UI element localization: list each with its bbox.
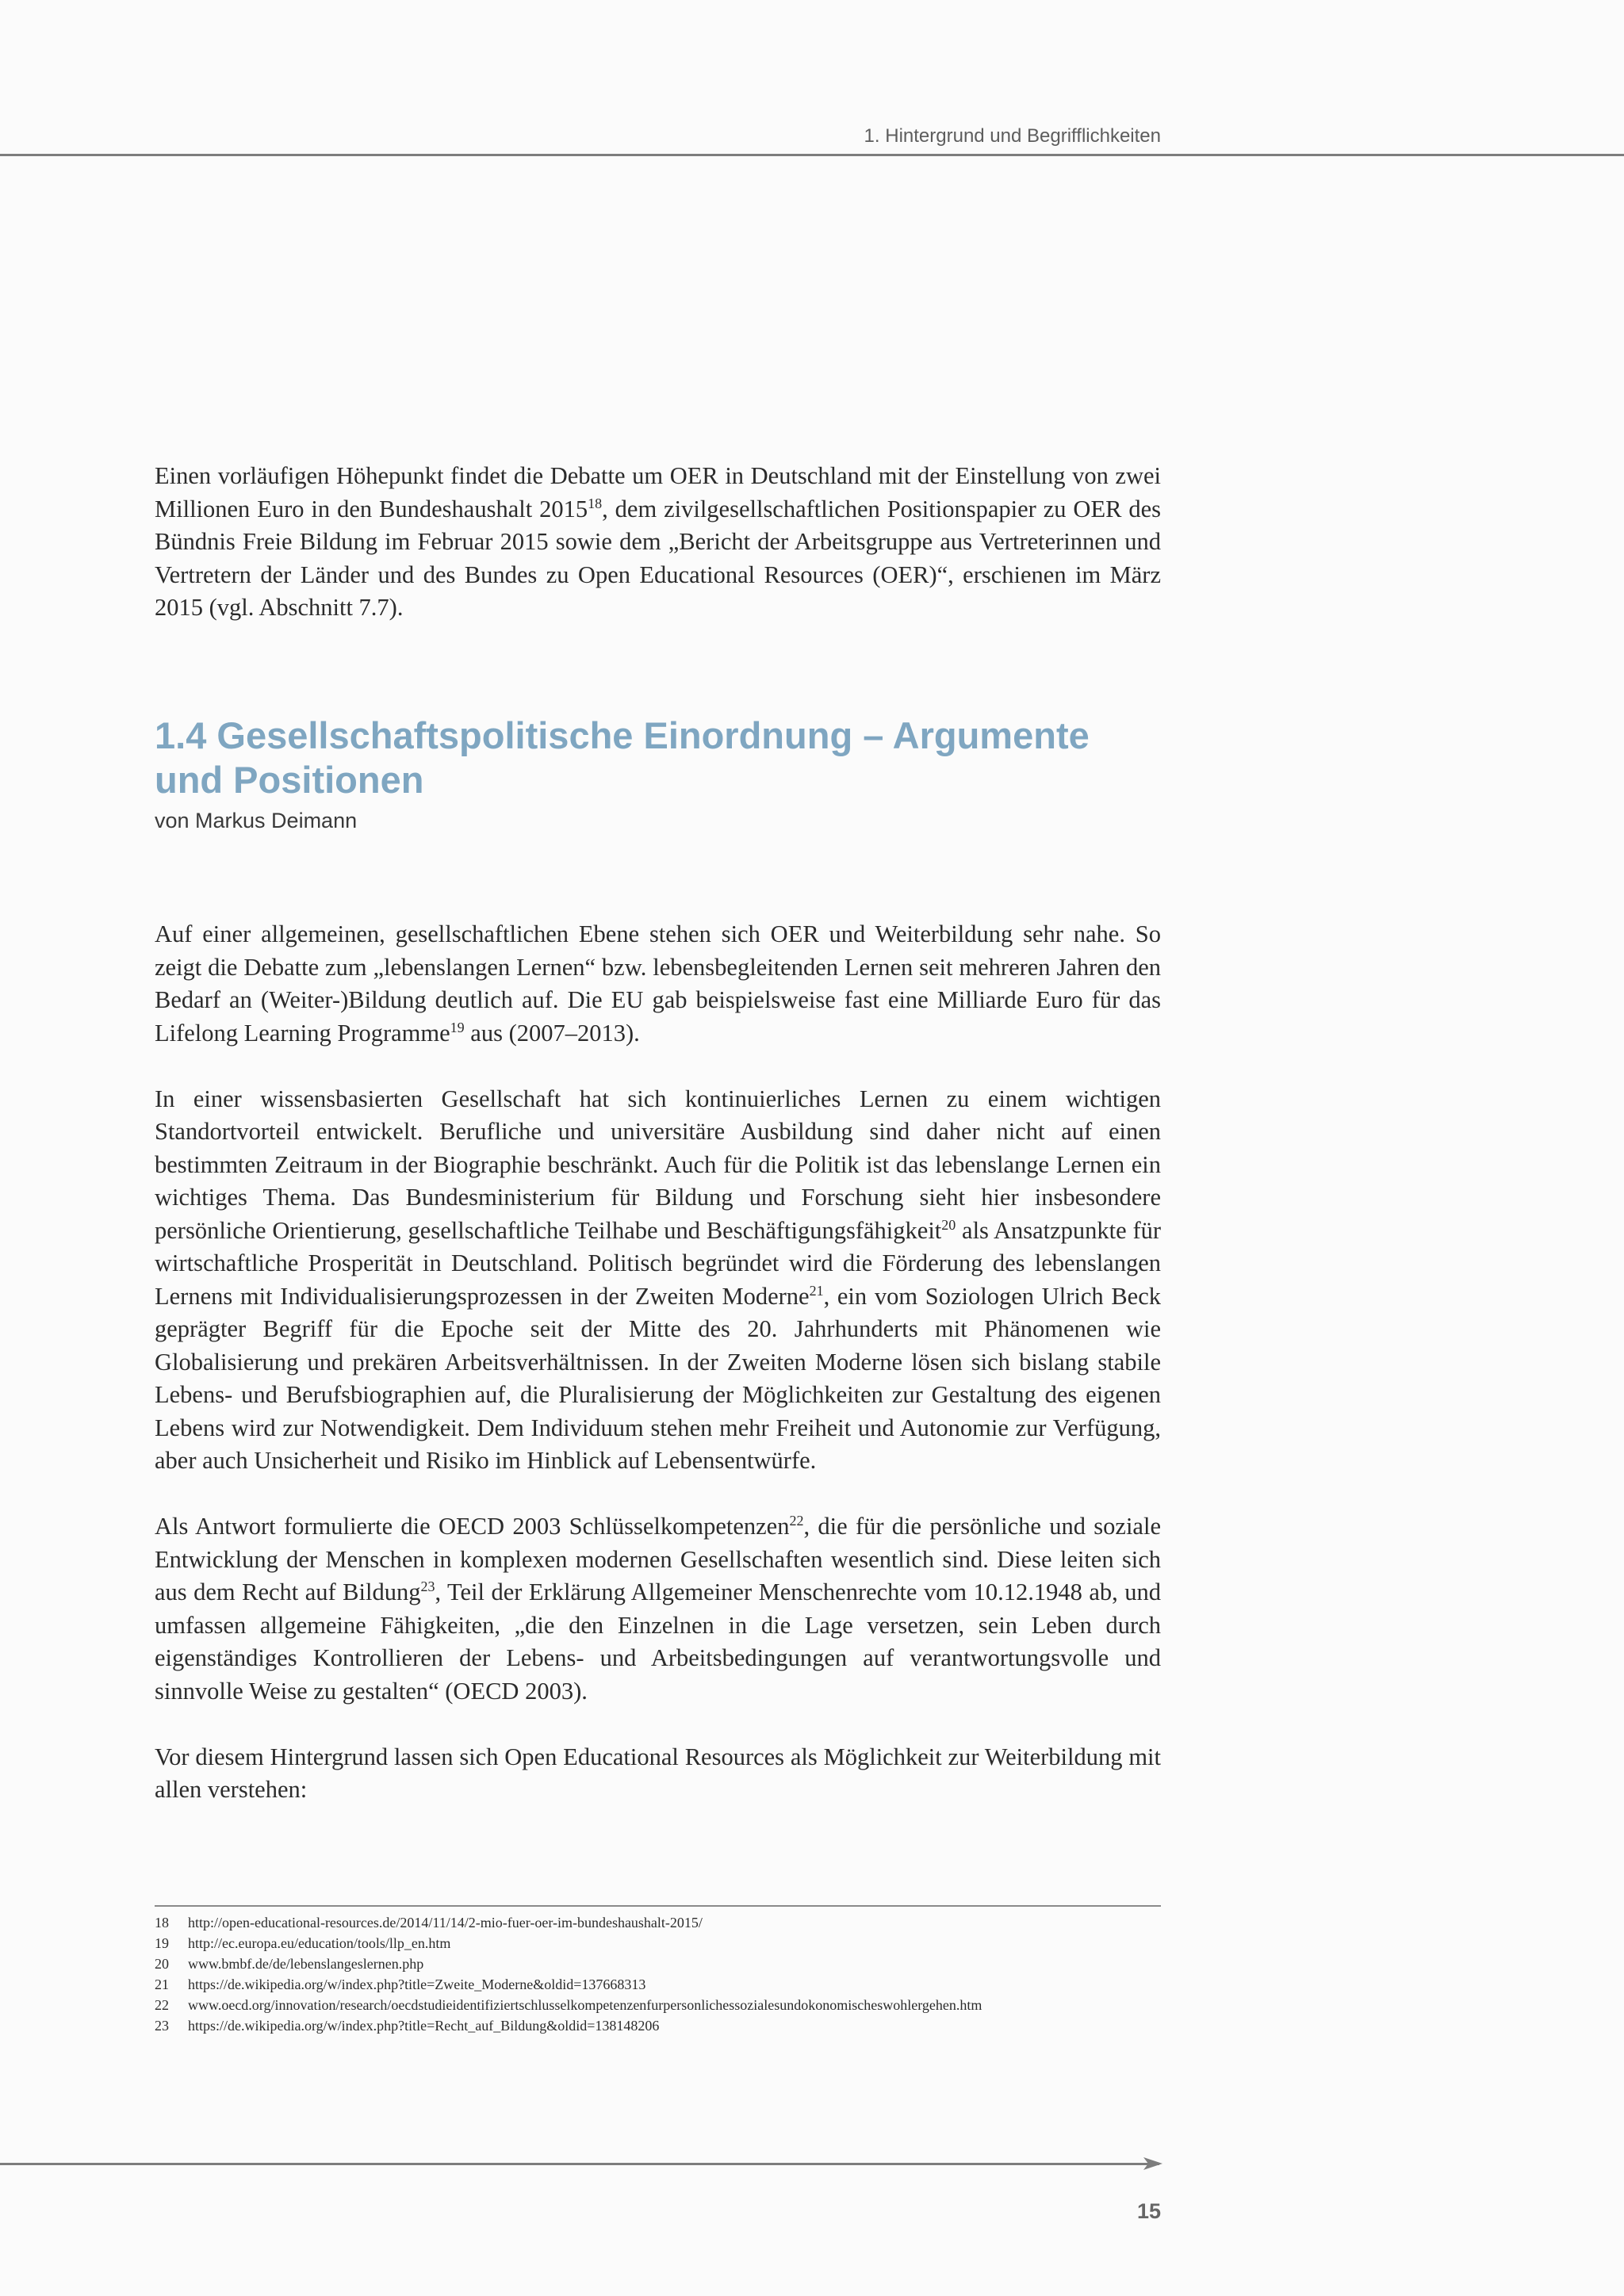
footnote-link[interactable]: www.bmbf.de/de/lebenslangeslernen.php bbox=[188, 1956, 424, 1972]
intro-paragraph bbox=[155, 460, 1161, 625]
footnote-number: 18 bbox=[155, 1915, 169, 1931]
footnote-ref[interactable]: 23 bbox=[420, 1578, 435, 1594]
footnote-number: 19 bbox=[155, 1935, 169, 1951]
author-byline: von Markus Deimann bbox=[155, 809, 358, 832]
footnotes bbox=[155, 1912, 1161, 2036]
text-span: Einen vorläufigen Höhepunkt findet die Debatte um OER in Deutschland mit der Einstellung von zwei Millionen Euro in den Bundeshaushalt 2015 bbox=[155, 462, 1161, 522]
footnote-item bbox=[155, 1974, 1161, 1995]
intro-paragraph-block bbox=[155, 460, 1161, 625]
text-span: , ein vom Soziologen Ulrich Beck geprägter Begriff für die Epoche seit der Mitte des 20. Jahrhunderts mit Phänomenen wie Globalisierung und prekären Arbeitsverhältnissen. In der Zweiten Moderne lösen sich bislang stabile Lebens- und Berufsbiographien auf, die Pluralisierung der Möglichkeiten zur Gestaltung des eigenen Lebens wird zur Notwendigkeit. Dem Individuum stehen mehr Freiheit und Autonomie zur Verfügung, aber auch Unsicherheit und Risiko im Hinblick auf Lebensentwürfe. bbox=[155, 1282, 1161, 1474]
text-span: aus (2007–2013). bbox=[464, 1019, 640, 1047]
page-number: 15 bbox=[1136, 2199, 1161, 2223]
text-span: Auf einer allgemeinen, gesellschaftlichen Ebene stehen sich OER und Weiterbildung sehr nahe. So zeigt die Debatte zum „lebenslangen Lernen“ bzw. lebensbegleitenden Lernen seit mehreren Jahren den Bedarf an (Weiter-)Bildung deutlich auf. Die EU gab beispielsweise fast eine Milliarde Euro für das Lifelong Learning Programme bbox=[155, 920, 1161, 1047]
footnote-ref[interactable]: 20 bbox=[941, 1216, 956, 1233]
footer-divider bbox=[0, 2163, 1159, 2165]
text-span: Als Antwort formulierte die OECD 2003 Schlüsselkompetenzen bbox=[155, 1513, 790, 1540]
paragraph-2 bbox=[155, 1083, 1161, 1478]
footnote-link[interactable]: www.oecd.org/innovation/research/oecdstudieidentifiziertschlusselkompetenzenfurpersonlichessozialesundokonomischeswohlergehen.htm bbox=[188, 1997, 982, 2013]
text-span: , dem zivilgesellschaftlichen Positionspapier zu OER des Bündnis Freie Bildung im Februar 2015 sowie dem „Bericht der Arbeitsgruppe aus Vertreterinnen und Vertretern der Länder und des Bundes zu Open Educational Resources (OER)“, erschienen im März 2015 (vgl. Abschnitt 7.7). bbox=[155, 495, 1161, 621]
footnote-link[interactable]: http://ec.europa.eu/education/tools/llp_en.htm bbox=[188, 1935, 451, 1951]
text-span: , Teil der Erklärung Allgemeiner Menschenrechte vom 10.12.1948 ab, und umfassen allgemeine Fähigkeiten, „die den Einzelnen in die Lage versetzen, sein Leben durch eigenständiges Kontrollieren der Lebens- und Arbeitsbedingungen auf verantwortungsvolle und sinnvolle Weise zu gestalten“ (OECD 2003). bbox=[155, 1578, 1161, 1705]
footnote-item bbox=[155, 1933, 1161, 1954]
paragraph-4: Vor diesem Hintergrund lassen sich Open Educational Resources als Möglichkeit zur Weiterbildung mit allen verstehen: bbox=[155, 1743, 1161, 1803]
arrow-right-icon bbox=[1142, 2152, 1164, 2175]
paragraph-1 bbox=[155, 918, 1161, 1050]
footnote-ref[interactable]: 22 bbox=[789, 1512, 804, 1529]
paragraph-3 bbox=[155, 1510, 1161, 1708]
footnote-ref[interactable]: 21 bbox=[809, 1282, 824, 1299]
header-divider bbox=[0, 154, 1624, 156]
footnote-link[interactable]: https://de.wikipedia.org/w/index.php?title=Recht_auf_Bildung&oldid=138148206 bbox=[188, 2018, 660, 2034]
footnote-ref[interactable]: 19 bbox=[450, 1019, 465, 1035]
section-header bbox=[155, 714, 1161, 833]
section-heading: 1.4 Gesellschaftspolitische Einordnung – Argumente und Positionen bbox=[155, 714, 1090, 801]
footnote-number: 22 bbox=[155, 1997, 169, 2013]
footnote-ref[interactable]: 18 bbox=[588, 495, 603, 511]
text-span: , die für die persönliche und soziale Entwicklung der Menschen in komplexen modernen Gesellschaften wesentlich sind. Diese leiten sich aus dem Recht auf Bildung bbox=[155, 1513, 1161, 1605]
footnote-item bbox=[155, 1995, 1161, 2015]
footnote-divider bbox=[155, 1905, 1161, 1907]
body-text bbox=[155, 918, 1161, 1807]
text-span: In einer wissensbasierten Gesellschaft hat sich kontinuierliches Lernen zu einem wichtigen Standortvorteil entwickelt. Berufliche und universitäre Ausbildung sind daher nicht auf einen bestimmten Zeitraum in der Biographie beschränkt. Auch für die Politik ist das lebenslange Lernen ein wichtiges Thema. Das Bundesministerium für Bildung und Forschung sieht hier insbesondere persönliche Orientierung, gesellschaftliche Teilhabe und Beschäftigungsfähigkeit bbox=[155, 1085, 1161, 1244]
footnote-item bbox=[155, 2015, 1161, 2036]
footnote-item bbox=[155, 1954, 1161, 1974]
footnote-link[interactable]: https://de.wikipedia.org/w/index.php?title=Zweite_Moderne&oldid=137668313 bbox=[188, 1976, 646, 1992]
footnote-number: 21 bbox=[155, 1976, 169, 1992]
footnote-number: 20 bbox=[155, 1956, 169, 1972]
running-head: 1. Hintergrund und Begrifflichkeiten bbox=[864, 125, 1161, 147]
footnote-number: 23 bbox=[155, 2018, 169, 2034]
footnote-item bbox=[155, 1912, 1161, 1933]
text-span: als Ansatzpunkte für wirtschaftliche Prosperität in Deutschland. Politisch begründet wird die Förderung des lebenslangen Lernens mit Individualisierungsprozessen in der Zweiten Moderne bbox=[155, 1216, 1162, 1310]
footnote-link[interactable]: http://open-educational-resources.de/2014/11/14/2-mio-fuer-oer-im-bundeshaushalt-2015/ bbox=[188, 1915, 703, 1931]
